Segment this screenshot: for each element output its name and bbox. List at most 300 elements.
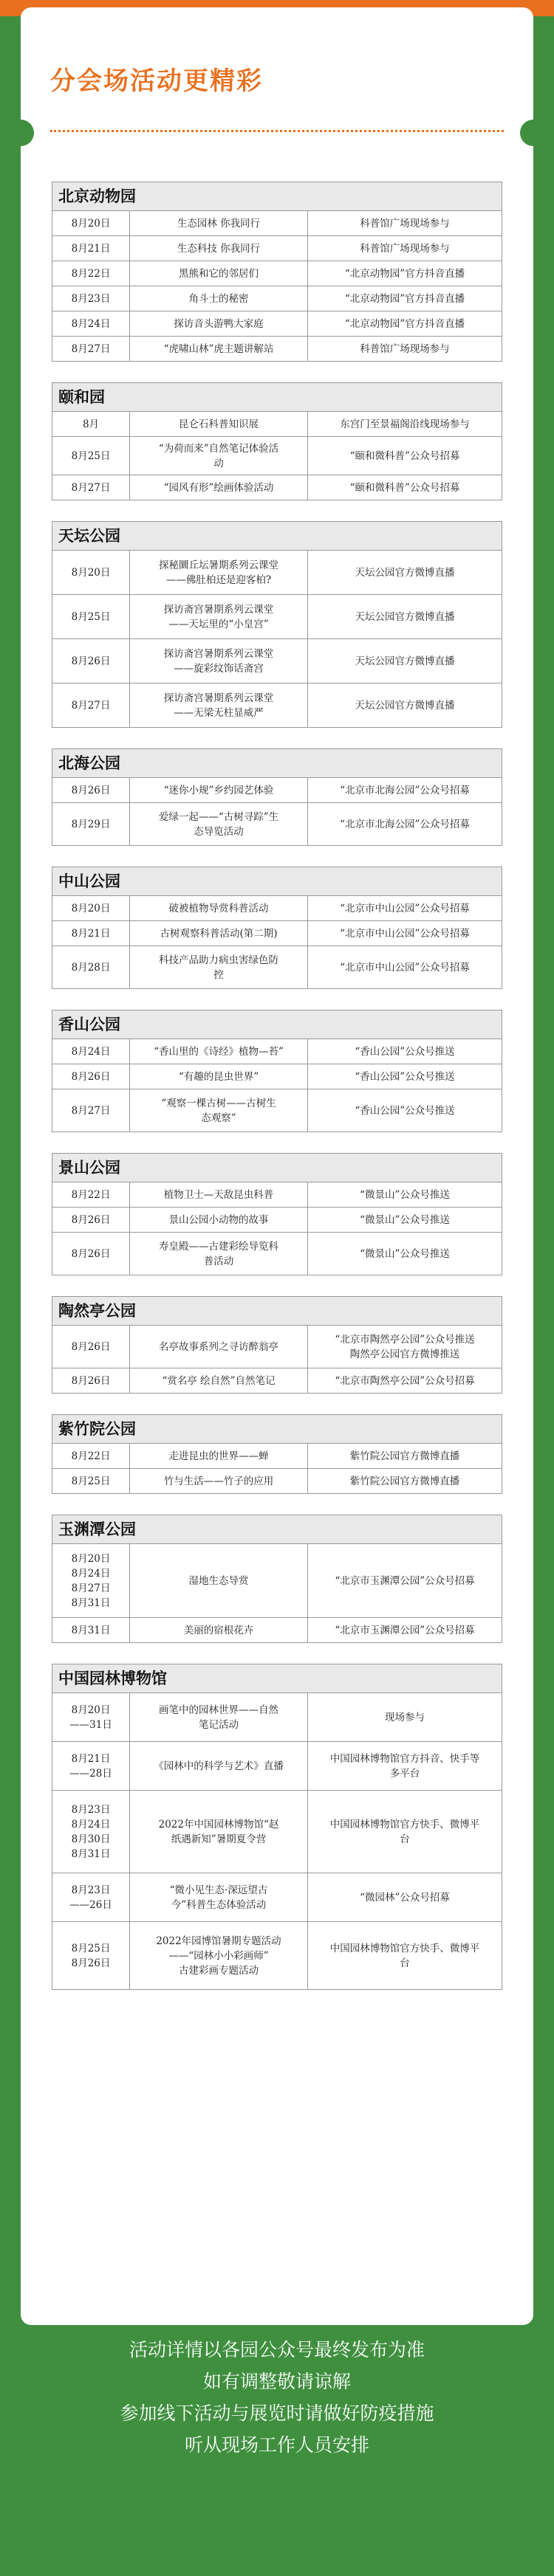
activity-cell-line: 黑熊和它的邻居们 — [179, 267, 259, 280]
activity-cell-line: ——无梁无柱显威严 — [174, 706, 264, 719]
channel-cell — [308, 639, 502, 683]
table-row — [52, 236, 502, 261]
channel-cell-line: 中国园林博物馆官方抖音、快手等 — [329, 1752, 480, 1765]
date-cell — [52, 412, 130, 437]
activity-cell — [130, 311, 308, 337]
channel-cell-line: “微景山”公众号推送 — [360, 1247, 450, 1260]
date-cell-line: 8月31日 — [71, 1624, 111, 1636]
table-row — [52, 1039, 502, 1064]
channel-cell-line: 台 — [400, 1957, 410, 1969]
activity-cell-line: 态观察” — [201, 1112, 236, 1124]
date-cell — [52, 896, 130, 921]
date-cell-line: 8月 — [82, 418, 100, 430]
activity-cell — [130, 1444, 308, 1469]
date-cell-line: 8月31日 — [71, 1847, 111, 1860]
schedule-table — [52, 1543, 502, 1643]
channel-cell-line: 东宫门至景福阁沿线现场参与 — [340, 418, 470, 430]
date-cell — [52, 1742, 130, 1791]
channel-cell-line: “颐和微科普”公众号招募 — [349, 450, 460, 462]
park-name: 紫竹院公园 — [52, 1414, 502, 1443]
channel-cell-line: 天坛公园官方微博直播 — [355, 610, 455, 623]
channel-cell-line: 天坛公园官方微博直播 — [355, 655, 455, 667]
schedule-table — [52, 777, 502, 846]
schedule-table — [52, 1182, 502, 1275]
channel-cell — [308, 1469, 502, 1494]
activity-cell — [130, 896, 308, 921]
channel-cell-line: “北京市陶然亭公园”公众号推送 — [335, 1333, 475, 1346]
activity-cell — [130, 261, 308, 286]
activity-cell-line: 探访斋宫暑期系列云课堂 — [163, 647, 274, 660]
date-cell-line: 8月21日 — [71, 927, 111, 940]
activity-cell-line: 画笔中的园林世界——自然 — [159, 1704, 278, 1716]
activity-cell — [130, 921, 308, 946]
activity-cell-line: 名亭故事系列之寻访醉翁亭 — [159, 1340, 278, 1353]
activity-cell-line: 普活动 — [203, 1255, 234, 1267]
channel-cell-line: “北京市中山公园”公众号招募 — [340, 927, 470, 940]
activity-cell-line: 景山公园小动物的故事 — [168, 1213, 269, 1226]
park-section — [52, 1153, 502, 1275]
activity-cell — [130, 236, 308, 261]
activity-cell-line: “微小见生态·深远望古 — [169, 1884, 268, 1896]
date-cell-line: 8月27日 — [71, 342, 111, 355]
park-name: 玉渊潭公园 — [52, 1515, 502, 1543]
park-section — [52, 1515, 502, 1643]
table-row — [52, 551, 502, 595]
activity-cell-line: 科技产品助力病虫害绿色防 — [159, 954, 278, 966]
activity-cell-line: “园风有形”绘画体验活动 — [163, 481, 274, 494]
activity-cell-line: 今”科普生态体验活动 — [171, 1898, 267, 1911]
activity-cell — [130, 595, 308, 639]
park-section — [52, 521, 502, 728]
channel-cell-line: “香山公园”公众号推送 — [355, 1104, 455, 1117]
activity-cell-line: 2022年中国园林博物馆“赵 — [158, 1818, 279, 1831]
table-row — [52, 1791, 502, 1873]
table-row — [52, 1326, 502, 1368]
channel-cell — [308, 311, 502, 337]
channel-cell-line: “微园林”公众号招募 — [360, 1891, 450, 1904]
date-cell — [52, 683, 130, 728]
channel-cell-line: “微景山”公众号推送 — [360, 1213, 450, 1226]
table-row — [52, 803, 502, 846]
date-cell — [52, 311, 130, 337]
date-cell-line: 8月20日 — [71, 1552, 111, 1565]
park-name: 景山公园 — [52, 1153, 502, 1182]
schedule-table — [52, 550, 502, 728]
date-cell-line: 8月31日 — [71, 1597, 111, 1609]
date-cell — [52, 778, 130, 803]
channel-cell — [308, 1444, 502, 1469]
activity-cell-line: ——天坛里的“小皇宫” — [168, 618, 269, 630]
table-row — [52, 437, 502, 475]
date-cell-line: 8月26日 — [71, 655, 111, 667]
date-cell-line: 8月22日 — [71, 1450, 111, 1462]
table-row — [52, 1368, 502, 1394]
park-section — [52, 1414, 502, 1494]
channel-cell — [308, 595, 502, 639]
activity-cell-line: ——佛肚柏还是迎客柏? — [165, 574, 272, 586]
channel-cell-line: 陶然亭公园官方微博推送 — [349, 1348, 460, 1360]
date-cell — [52, 1618, 130, 1643]
date-cell-line: 8月30日 — [71, 1833, 111, 1845]
park-section — [52, 382, 502, 500]
footer-line: 活动详情以各园公众号最终发布为准 — [129, 2339, 425, 2360]
activity-cell — [130, 1208, 308, 1233]
table-row — [52, 1064, 502, 1089]
channel-cell-line: “北京动物园”官方抖音直播 — [344, 292, 465, 305]
channel-cell-line: “颐和微科普”公众号招募 — [349, 481, 460, 494]
activity-cell — [130, 778, 308, 803]
channel-cell-line: 天坛公园官方微博直播 — [355, 566, 455, 579]
channel-cell-line: 台 — [400, 1833, 410, 1845]
activity-cell — [130, 1544, 308, 1618]
table-row — [52, 1444, 502, 1469]
channel-cell — [308, 1922, 502, 1990]
activity-cell — [130, 437, 308, 475]
date-cell-line: 8月27日 — [71, 1104, 111, 1117]
table-row — [52, 286, 502, 311]
footer-line: 听从现场工作人员安排 — [184, 2434, 369, 2456]
channel-cell — [308, 1039, 502, 1064]
activity-cell — [130, 1182, 308, 1208]
channel-cell — [308, 1368, 502, 1394]
date-cell — [52, 1693, 130, 1742]
date-cell-line: 8月21日 — [71, 242, 111, 255]
channel-cell — [308, 1742, 502, 1791]
date-cell-line: 8月26日 — [71, 1957, 111, 1969]
activity-cell-line: 探访斋宫暑期系列云课堂 — [163, 603, 274, 616]
channel-cell — [308, 921, 502, 946]
table-row — [52, 639, 502, 683]
activity-cell-line: 生态科技 你我同行 — [177, 242, 261, 255]
activity-cell-line: 竹与生活——竹子的应用 — [163, 1475, 274, 1487]
channel-cell — [308, 1326, 502, 1368]
date-cell-line: 8月25日 — [71, 610, 111, 623]
activity-cell-line: 寿皇殿——古建彩绘导览科 — [159, 1240, 278, 1253]
table-row — [52, 1233, 502, 1275]
activity-cell-line: 态导览活动 — [194, 825, 244, 838]
date-cell-line: ——31日 — [69, 1718, 112, 1731]
date-cell — [52, 551, 130, 595]
card-notch-left — [7, 120, 34, 146]
date-cell-line: 8月26日 — [71, 1340, 111, 1353]
park-section — [52, 867, 502, 989]
date-cell-line: 8月27日 — [71, 1582, 111, 1594]
date-cell-line: 8月22日 — [71, 1188, 111, 1201]
activity-cell-line: 生态园林 你我同行 — [177, 217, 261, 230]
date-cell-line: 8月23日 — [71, 1803, 111, 1816]
date-cell-line: ——28日 — [69, 1767, 112, 1780]
date-cell-line: 8月22日 — [71, 267, 111, 280]
activity-cell-line: “有趣的昆虫世界” — [178, 1070, 259, 1083]
table-row — [52, 261, 502, 286]
date-cell-line: 8月26日 — [71, 1213, 111, 1226]
park-section — [52, 1664, 502, 1990]
date-cell-line: 8月25日 — [71, 1475, 111, 1487]
schedule-sections — [52, 182, 502, 2011]
channel-cell — [308, 1064, 502, 1089]
date-cell — [52, 1544, 130, 1618]
channel-cell-line: 紫竹院公园官方微博直播 — [349, 1450, 460, 1462]
date-cell — [52, 1233, 130, 1275]
channel-cell — [308, 337, 502, 362]
date-cell-line: 8月26日 — [71, 1247, 111, 1260]
date-cell — [52, 1873, 130, 1922]
activity-cell-line: 探访斋宫暑期系列云课堂 — [163, 692, 274, 704]
table-row — [52, 475, 502, 500]
date-cell — [52, 437, 130, 475]
table-row — [52, 1469, 502, 1494]
date-cell — [52, 211, 130, 236]
activity-cell-line: 古建彩画专题活动 — [179, 1964, 259, 1977]
park-name: 北海公园 — [52, 748, 502, 777]
table-row — [52, 921, 502, 946]
table-row — [52, 1618, 502, 1643]
channel-cell-line: “北京动物园”官方抖音直播 — [344, 317, 465, 330]
park-section — [52, 182, 502, 362]
park-name: 陶然亭公园 — [52, 1296, 502, 1325]
activity-cell-line: “迷你小规”乡约园艺体验 — [163, 784, 274, 796]
activity-cell — [130, 1873, 308, 1922]
activity-cell-line: “香山里的《诗经》植物—苔” — [154, 1045, 284, 1058]
date-cell-line: 8月24日 — [71, 1567, 111, 1580]
channel-cell-line: “微景山”公众号推送 — [360, 1188, 450, 1201]
schedule-table — [52, 210, 502, 362]
schedule-table — [52, 1443, 502, 1494]
date-cell-line: 8月28日 — [71, 961, 111, 974]
park-section — [52, 1010, 502, 1132]
activity-cell — [130, 475, 308, 500]
activity-cell-line: 走进昆虫的世界——蝉 — [168, 1450, 269, 1462]
activity-cell — [130, 286, 308, 311]
channel-cell-line: “香山公园”公众号推送 — [355, 1045, 455, 1058]
channel-cell-line: 科普馆广场现场参与 — [360, 217, 450, 230]
activity-cell — [130, 639, 308, 683]
date-cell-line: ——26日 — [69, 1898, 112, 1911]
date-cell-line: 8月26日 — [71, 1374, 111, 1387]
activity-cell-line: 美丽的宿根花卉 — [183, 1624, 254, 1636]
channel-cell — [308, 437, 502, 475]
table-row — [52, 946, 502, 989]
page-title: 分会场活动更精彩 — [50, 66, 263, 96]
channel-cell — [308, 1089, 502, 1132]
date-cell — [52, 1469, 130, 1494]
activity-cell — [130, 1742, 308, 1791]
channel-cell-line: 科普馆广场现场参与 — [360, 342, 450, 355]
park-name: 颐和园 — [52, 382, 502, 411]
channel-cell-line: 中国园林博物馆官方快手、微博平 — [329, 1818, 480, 1831]
table-row — [52, 595, 502, 639]
channel-cell — [308, 896, 502, 921]
date-cell-line: 8月20日 — [71, 566, 111, 579]
channel-cell — [308, 412, 502, 437]
activity-cell-line: 爱绿一起——“古树寻踪”生 — [158, 810, 279, 823]
channel-cell-line: “香山公园”公众号推送 — [355, 1070, 455, 1083]
channel-cell-line: 天坛公园官方微博直播 — [355, 699, 455, 712]
schedule-table — [52, 1325, 502, 1394]
table-row — [52, 412, 502, 437]
footer-notice — [0, 2334, 554, 2461]
activity-cell — [130, 1791, 308, 1873]
date-cell — [52, 1089, 130, 1132]
activity-cell-line: 纸遇新知”暑期夏令营 — [171, 1833, 267, 1845]
date-cell-line: 8月23日 — [71, 292, 111, 305]
channel-cell — [308, 261, 502, 286]
schedule-table — [52, 1039, 502, 1132]
activity-cell-line: 昆仑石科普知识展 — [179, 418, 259, 430]
channel-cell-line: “北京市玉渊潭公园”公众号招募 — [335, 1624, 475, 1636]
channel-cell-line: “北京市陶然亭公园”公众号招募 — [335, 1374, 475, 1387]
channel-cell — [308, 236, 502, 261]
footer-line: 如有调整敬请谅解 — [202, 2371, 351, 2392]
activity-cell-line: 控 — [213, 968, 224, 981]
table-row — [52, 683, 502, 728]
table-row — [52, 211, 502, 236]
date-cell — [52, 639, 130, 683]
channel-cell — [308, 1544, 502, 1618]
activity-cell — [130, 1368, 308, 1394]
date-cell — [52, 337, 130, 362]
park-section — [52, 1296, 502, 1394]
activity-cell — [130, 1233, 308, 1275]
date-cell — [52, 1039, 130, 1064]
date-cell — [52, 261, 130, 286]
channel-cell-line: “北京市北海公园”公众号招募 — [340, 818, 470, 830]
activity-cell-line: “观察一棵古树——古树生 — [161, 1097, 276, 1109]
date-cell — [52, 1064, 130, 1089]
activity-cell — [130, 1089, 308, 1132]
activity-cell-line: “赏名亭 绘自然”自然笔记 — [162, 1374, 276, 1387]
channel-cell-line: “北京市中山公园”公众号招募 — [340, 902, 470, 915]
table-row — [52, 337, 502, 362]
channel-cell — [308, 475, 502, 500]
activity-cell-line: 破被植物导赏科普活动 — [168, 902, 269, 915]
footer-line: 参加线下活动与展览时请做好防疫措施 — [120, 2403, 434, 2424]
schedule-table — [52, 411, 502, 500]
channel-cell — [308, 1233, 502, 1275]
date-cell-line: 8月25日 — [71, 1942, 111, 1955]
date-cell — [52, 286, 130, 311]
table-row — [52, 1922, 502, 1990]
date-cell-line: 8月29日 — [71, 818, 111, 830]
date-cell — [52, 1368, 130, 1394]
table-row — [52, 1089, 502, 1132]
park-section — [52, 748, 502, 846]
date-cell — [52, 946, 130, 989]
channel-cell — [308, 1618, 502, 1643]
activity-cell — [130, 946, 308, 989]
date-cell-line: 8月27日 — [71, 699, 111, 712]
channel-cell — [308, 551, 502, 595]
activity-cell-line: 《园林中的科学与艺术》直播 — [154, 1760, 284, 1772]
activity-cell — [130, 1039, 308, 1064]
channel-cell-line: 中国园林博物馆官方快手、微博平 — [329, 1942, 480, 1955]
channel-cell — [308, 778, 502, 803]
date-cell-line: 8月24日 — [71, 1818, 111, 1831]
date-cell — [52, 921, 130, 946]
table-row — [52, 311, 502, 337]
activity-cell-line: 探访音头游鸭大家庭 — [174, 317, 264, 330]
channel-cell — [308, 211, 502, 236]
channel-cell — [308, 1873, 502, 1922]
activity-cell-line: 2022年园博馆暑期专题活动 — [156, 1935, 281, 1947]
table-row — [52, 1208, 502, 1233]
schedule-table — [52, 1692, 502, 1990]
channel-cell — [308, 946, 502, 989]
activity-cell-line: ——旋彩纹饰话斋宫 — [174, 662, 264, 675]
activity-cell-line: 动 — [213, 457, 224, 469]
park-name: 中山公园 — [52, 867, 502, 895]
activity-cell-line: 角斗士的秘密 — [188, 292, 249, 305]
channel-cell-line: “北京市玉渊潭公园”公众号招募 — [335, 1574, 475, 1587]
date-cell — [52, 595, 130, 639]
date-cell — [52, 1791, 130, 1873]
activity-cell-line: 笔记活动 — [199, 1718, 239, 1731]
date-cell-line: 8月24日 — [71, 317, 111, 330]
table-row — [52, 1693, 502, 1742]
table-row — [52, 1742, 502, 1791]
date-cell — [52, 1208, 130, 1233]
date-cell-line: 8月23日 — [71, 1884, 111, 1896]
activity-cell — [130, 1326, 308, 1368]
activity-cell — [130, 803, 308, 846]
activity-cell — [130, 211, 308, 236]
park-name: 天坛公园 — [52, 521, 502, 550]
date-cell — [52, 1326, 130, 1368]
date-cell-line: 8月26日 — [71, 784, 111, 796]
activity-cell — [130, 1922, 308, 1990]
activity-cell — [130, 1064, 308, 1089]
channel-cell-line: 科普馆广场现场参与 — [360, 242, 450, 255]
channel-cell-line: “北京市中山公园”公众号招募 — [340, 961, 470, 974]
date-cell — [52, 803, 130, 846]
channel-cell — [308, 1182, 502, 1208]
channel-cell-line: 紫竹院公园官方微博直播 — [349, 1475, 460, 1487]
channel-cell-line: “北京动物园”官方抖音直播 — [344, 267, 465, 280]
date-cell — [52, 236, 130, 261]
activity-cell — [130, 337, 308, 362]
activity-cell — [130, 1618, 308, 1643]
activity-cell — [130, 412, 308, 437]
channel-cell — [308, 1208, 502, 1233]
content-card — [21, 7, 533, 2325]
dotted-divider — [50, 130, 504, 132]
activity-cell-line: 湿地生态导赏 — [188, 1574, 249, 1587]
activity-cell — [130, 1693, 308, 1742]
activity-cell-line: “为荷而来”自然笔记体验活 — [158, 442, 279, 455]
activity-cell-line: 植物卫士—天敌昆虫科普 — [163, 1188, 274, 1201]
date-cell-line: 8月25日 — [71, 450, 111, 462]
date-cell — [52, 1182, 130, 1208]
card-notch-right — [520, 120, 547, 146]
date-cell-line: 8月20日 — [71, 902, 111, 915]
schedule-table — [52, 895, 502, 989]
channel-cell-line: “北京市北海公园”公众号招募 — [340, 784, 470, 796]
date-cell — [52, 1444, 130, 1469]
channel-cell-line: 多平台 — [389, 1767, 420, 1780]
park-name: 中国园林博物馆 — [52, 1664, 502, 1692]
activity-cell — [130, 1469, 308, 1494]
table-row — [52, 1544, 502, 1618]
park-name: 北京动物园 — [52, 182, 502, 210]
channel-cell — [308, 683, 502, 728]
date-cell-line: 8月20日 — [71, 1704, 111, 1716]
channel-cell — [308, 1693, 502, 1742]
channel-cell — [308, 286, 502, 311]
activity-cell — [130, 683, 308, 728]
table-row — [52, 1182, 502, 1208]
channel-cell-line: 现场参与 — [385, 1711, 425, 1723]
activity-cell — [130, 551, 308, 595]
